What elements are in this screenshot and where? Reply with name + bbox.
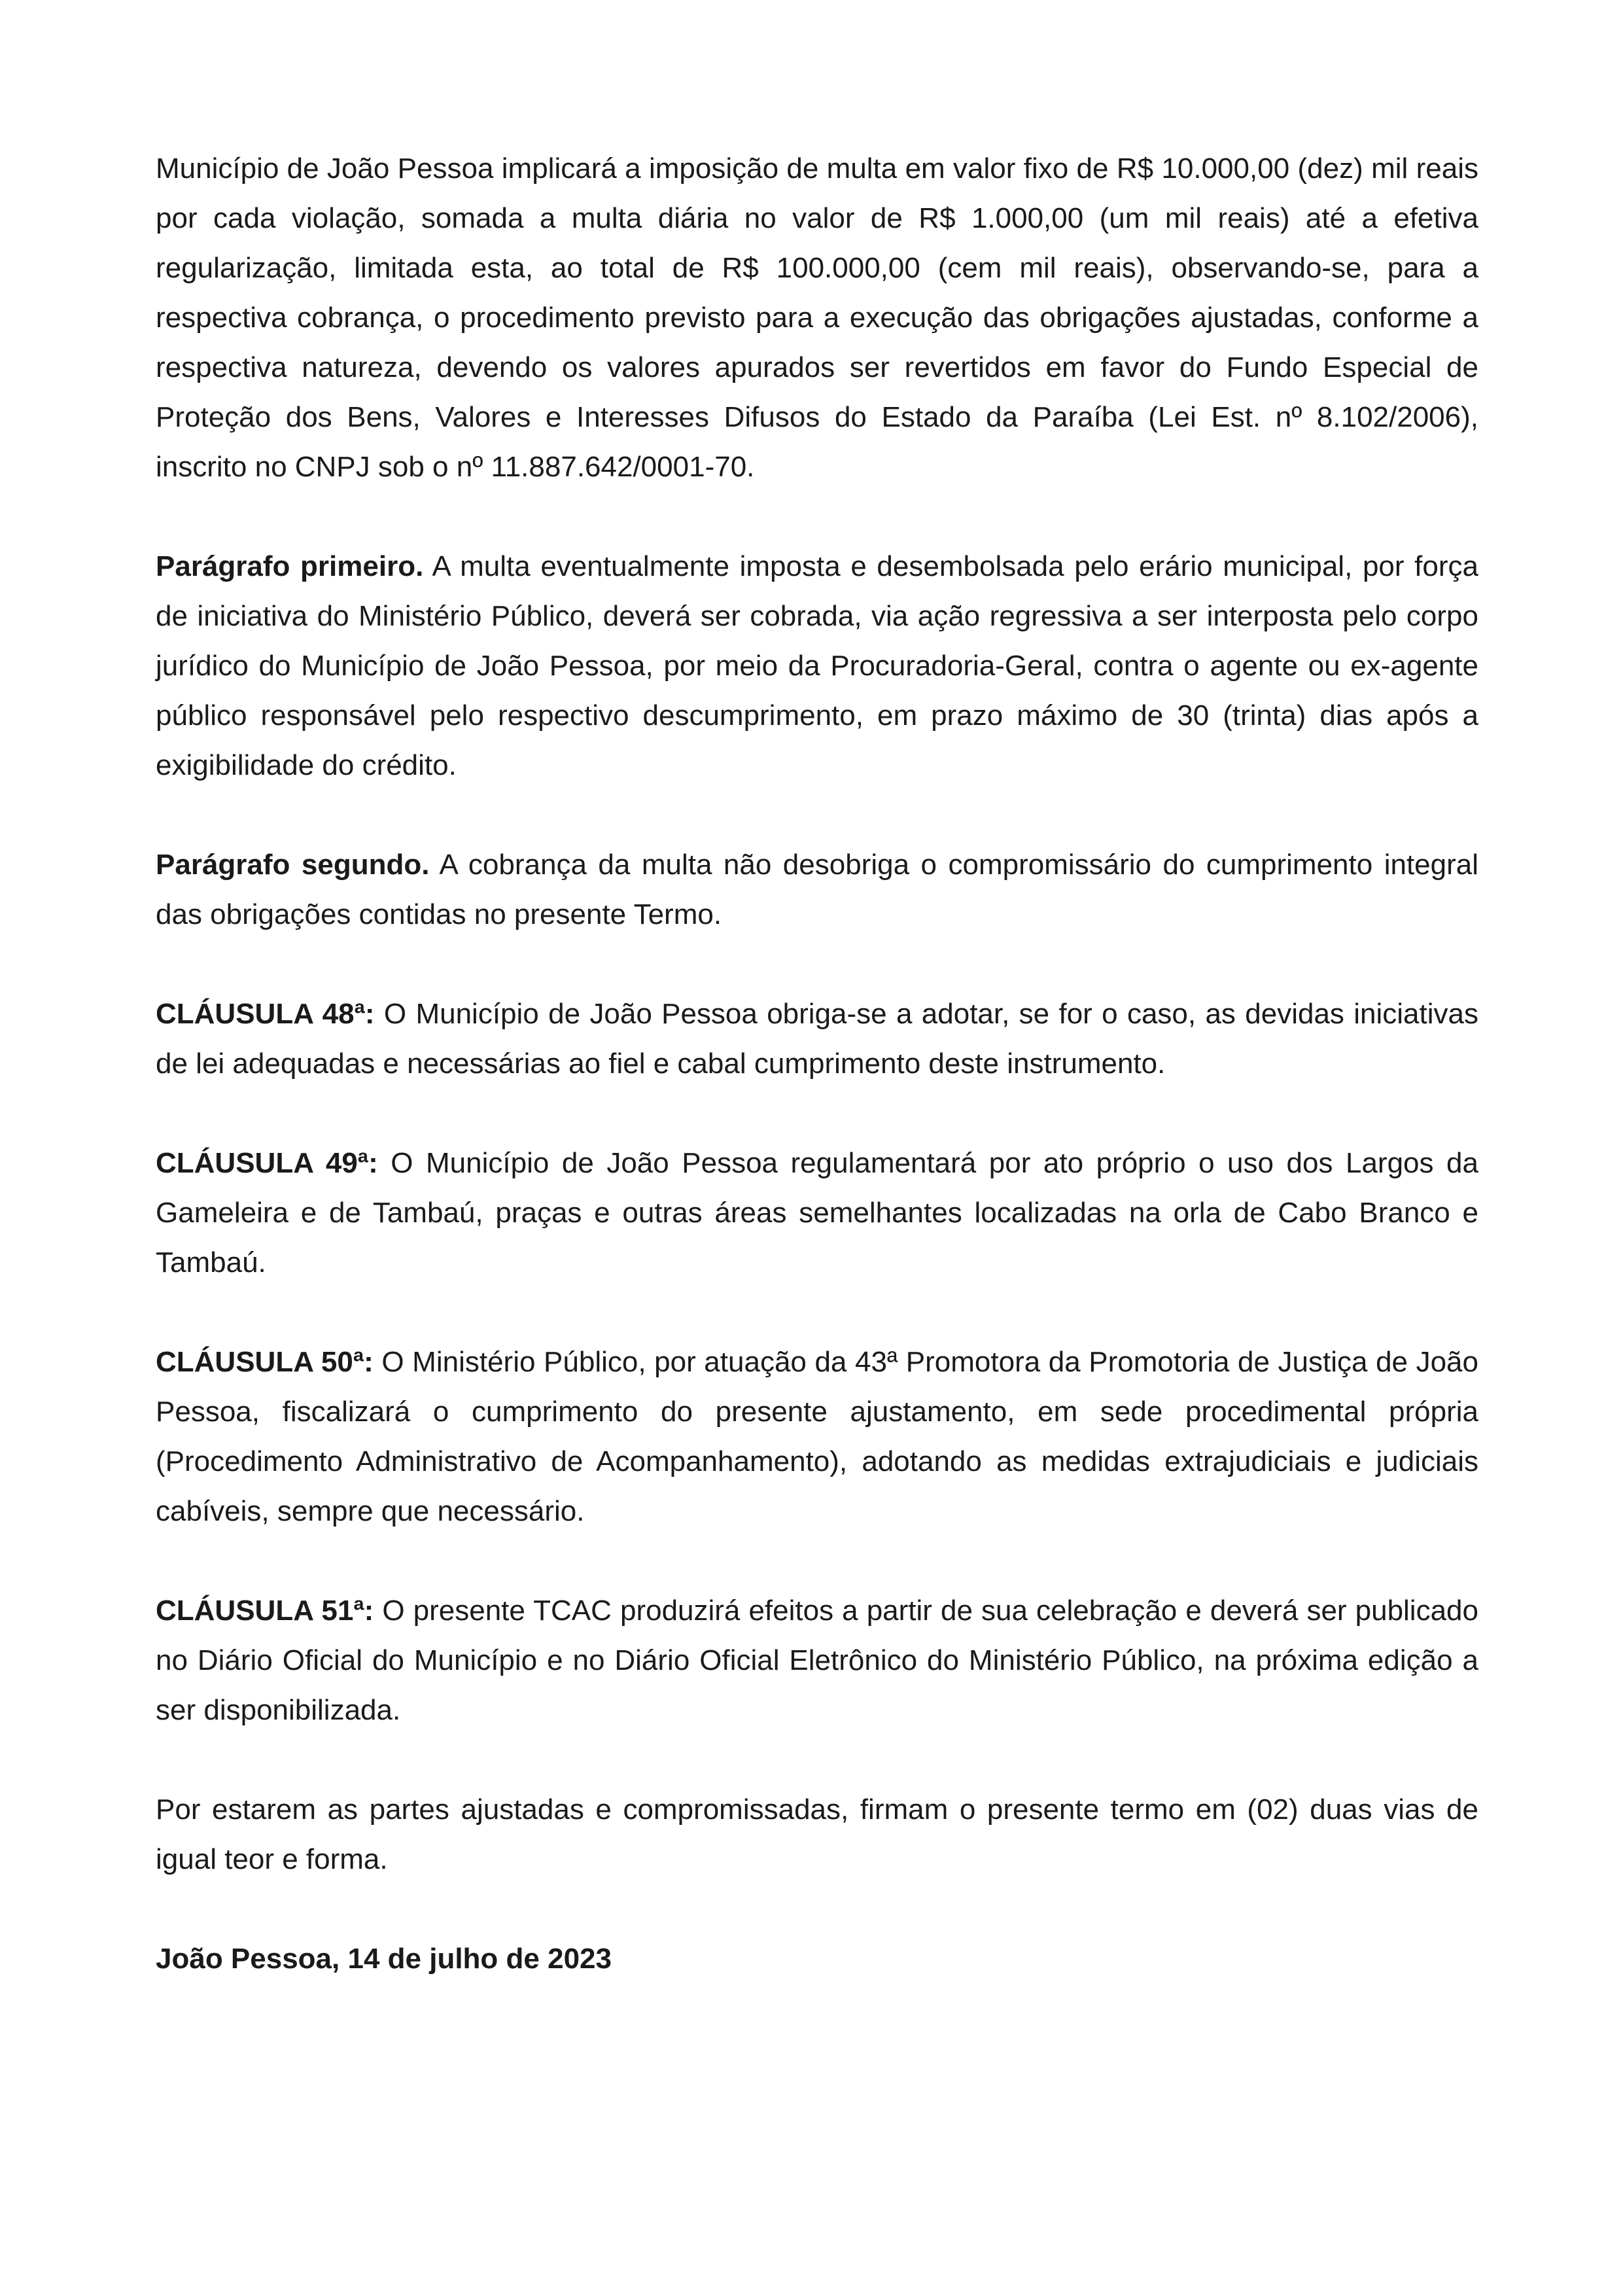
closing-paragraph [156,1785,1478,1884]
paragraph-segundo-heading: Parágrafo segundo. [156,849,430,881]
place-date: João Pessoa, 14 de julho de 2023 [156,1943,612,1975]
clause-51-text: O presente TCAC produzirá efeitos a partir de sua celebração e deverá ser publicado no Diário Oficial do Município e no Diário Oficial Eletrônico do Ministério Público, na próxima edição a ser disponibilizada. [156,1595,1478,1726]
clause-50-heading: CLÁUSULA 50ª: [156,1346,374,1378]
clause-51-heading: CLÁUSULA 51ª: [156,1595,374,1627]
paragraph-continuation [156,144,1478,492]
clause-49 [156,1139,1478,1288]
clause-49-text: O Município de João Pessoa regulamentará por ato próprio o uso dos Largos da Gameleira e de Tambaú, praças e outras áreas semelhantes localizadas na orla de Cabo Branco e Tambaú. [156,1147,1478,1279]
closing-paragraph-text: Por estarem as partes ajustadas e compromissadas, firmam o presente termo em (02) duas vias de igual teor e forma. [156,1793,1478,1875]
document-body [156,144,1478,1984]
clause-48-text: O Município de João Pessoa obriga-se a adotar, se for o caso, as devidas iniciativas de lei adequadas e necessárias ao fiel e cabal cumprimento deste instrumento. [156,998,1478,1080]
paragraph-primeiro [156,542,1478,790]
clause-50 [156,1337,1478,1536]
paragraph-continuation-text: Município de João Pessoa implicará a imposição de multa em valor fixo de R$ 10.000,00 (dez) mil reais por cada violação, somada a multa diária no valor de R$ 1.000,00 (um mil reais) até a efetiva regularização, limitada esta, ao total de R$ 100.000,00 (cem mil reais), observando-se, para a respectiva cobrança, o procedimento previsto para a execução das obrigações ajustadas, conforme a respectiva natureza, devendo os valores apurados ser revertidos em favor do Fundo Especial de Proteção dos Bens, Valores e Interesses Difusos do Estado da Paraíba (Lei Est. nº 8.102/2006), inscrito no CNPJ sob o nº 11.887.642/0001-70. [156,152,1478,483]
clause-50-text: O Ministério Público, por atuação da 43ª Promotora da Promotoria de Justiça de João Pessoa, fiscalizará o cumprimento do presente ajustamento, em sede procedimental própria (Procedimento Administrativo de Acompanhamento), adotando as medidas extrajudiciais e judiciais cabíveis, sempre que necessário. [156,1346,1479,1527]
clause-48-heading: CLÁUSULA 48ª: [156,998,375,1030]
clause-51 [156,1586,1478,1735]
clause-48 [156,989,1478,1089]
paragraph-segundo-text: A cobrança da multa não desobriga o compromissário do cumprimento integral das obrigações contidas no presente Termo. [156,849,1479,930]
paragraph-primeiro-text: A multa eventualmente imposta e desembolsada pelo erário municipal, por força de iniciativa do Ministério Público, deverá ser cobrada, via ação regressiva a ser interposta pelo corpo jurídico do Município de João Pessoa, por meio da Procuradoria-Geral, contra o agente ou ex-agente público responsável pelo respectivo descumprimento, em prazo máximo de 30 (trinta) dias após a exigibilidade do crédito. [156,550,1479,781]
paragraph-segundo [156,840,1478,940]
clause-49-heading: CLÁUSULA 49ª: [156,1147,378,1179]
paragraph-primeiro-heading: Parágrafo primeiro. [156,550,424,582]
